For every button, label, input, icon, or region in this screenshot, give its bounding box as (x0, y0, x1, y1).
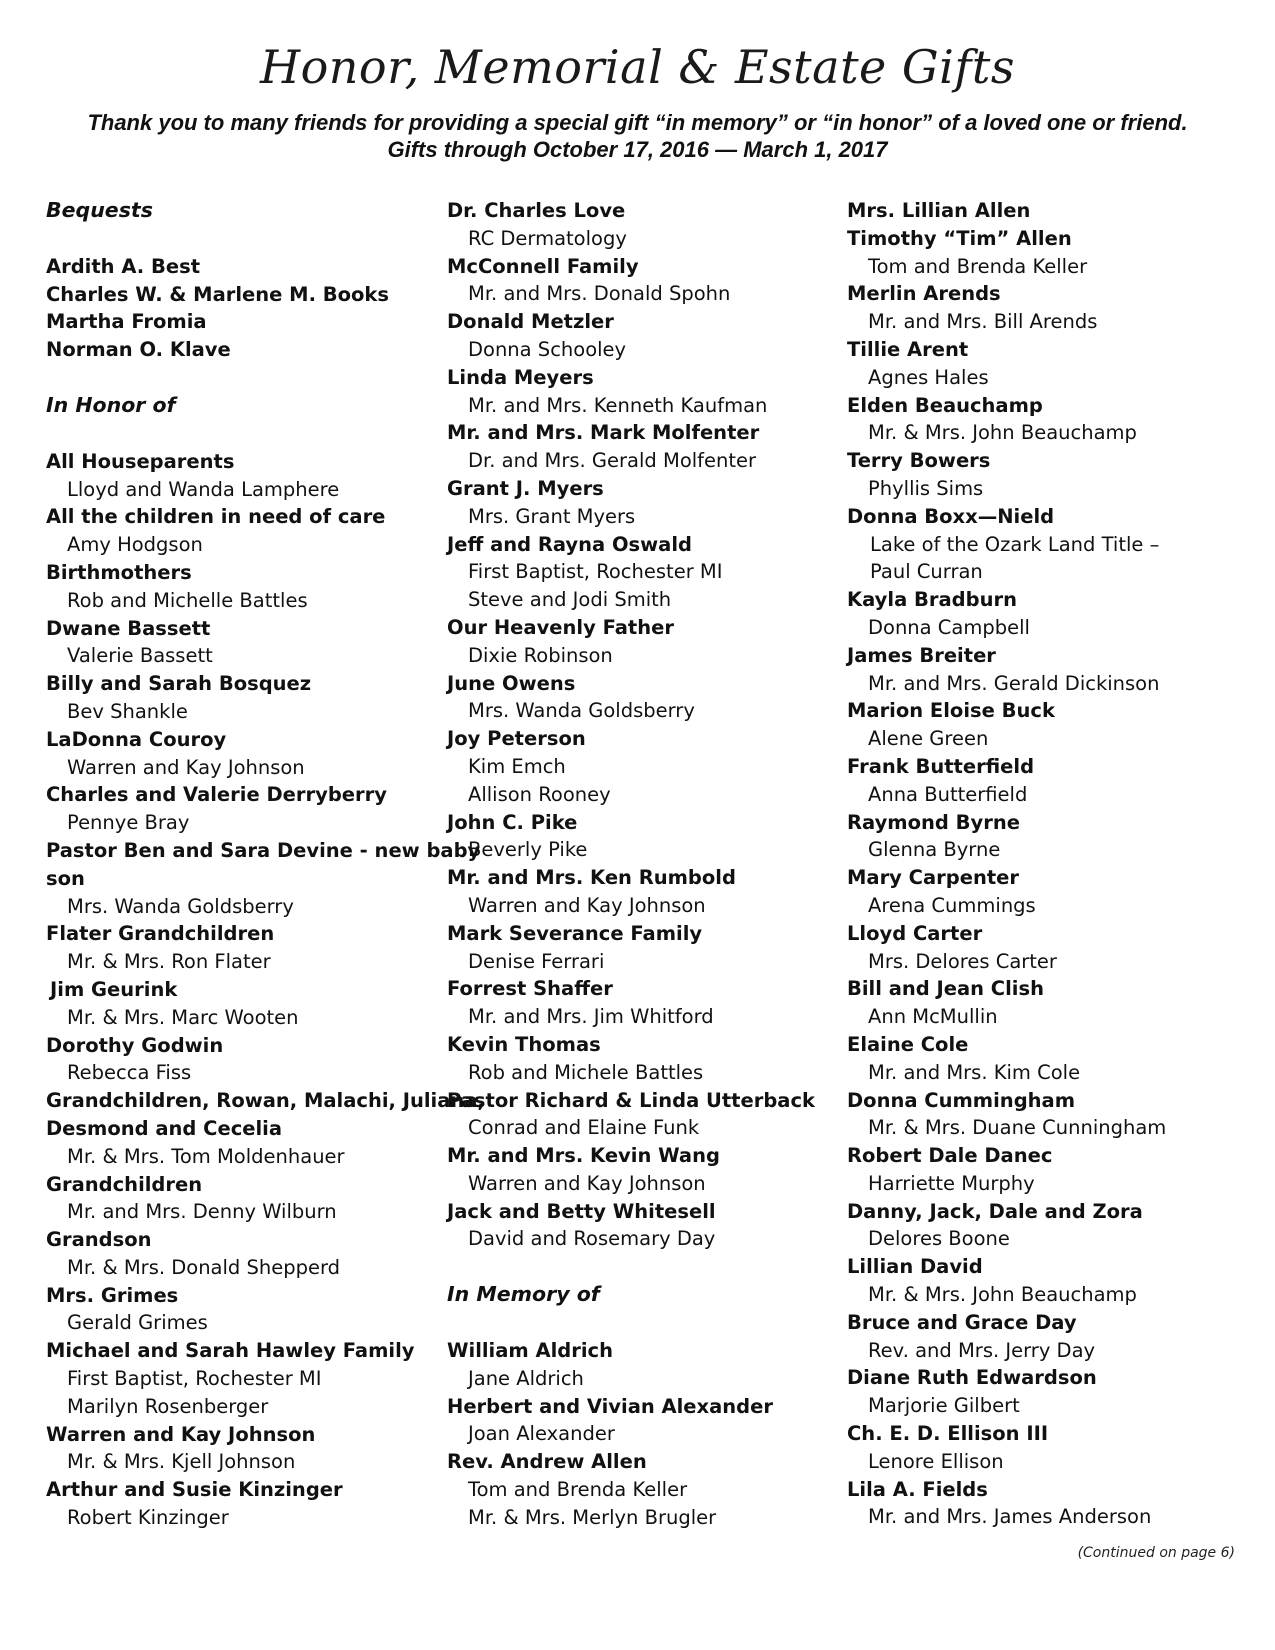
honoree-name: Arthur and Susie Kinzinger (46, 1478, 343, 1502)
honoree-name: Birthmothers (46, 560, 192, 584)
date-range-line: Gifts through October 17, 2016 — March 1, 2017 (387, 137, 888, 162)
honoree-name: Grant J. Myers (447, 476, 604, 500)
memorial-name: Donna Boxx—Nield (847, 504, 1055, 528)
honoree-name: John C. Pike (447, 810, 578, 834)
donor-name: Warren and Kay Johnson (468, 1171, 706, 1195)
memorial-name: Terry Bowers (847, 449, 991, 473)
donor-name: Kim Emch (468, 754, 566, 778)
donor-name: Mr. & Mrs. Donald Shepperd (67, 1255, 341, 1279)
donor-name: Rebecca Fiss (67, 1061, 192, 1085)
memorial-name: Kayla Bradburn (847, 588, 1017, 612)
donor-name: Steve and Jodi Smith (468, 588, 672, 612)
donor-name: Mr. & Mrs. Kjell Johnson (67, 1450, 296, 1474)
section-heading-in-honor: In Honor of (46, 392, 176, 417)
memorial-name: Merlin Arends (847, 282, 1001, 306)
donor-name: Conrad and Elaine Funk (468, 1116, 700, 1140)
donor-name: Beverly Pike (468, 838, 588, 862)
donor-name: Warren and Kay Johnson (67, 755, 305, 779)
donor-name: Paul Curran (870, 560, 983, 584)
memorial-name: James Breiter (847, 643, 996, 667)
donor-name: Mr. and Mrs. Denny Wilburn (67, 1200, 337, 1224)
donor-name: Warren and Kay Johnson (468, 893, 706, 917)
honoree-name: June Owens (447, 671, 576, 695)
memorial-name: Mrs. Lillian Allen (847, 199, 1031, 222)
memorial-name: Marion Eloise Buck (847, 699, 1055, 723)
memorial-name: Rev. Andrew Allen (447, 1450, 647, 1474)
honoree-name: Dorothy Godwin (46, 1033, 224, 1057)
donor-name: Rob and Michelle Battles (67, 588, 308, 612)
honoree-name: Grandchildren (46, 1172, 203, 1196)
donor-name: Allison Rooney (468, 782, 611, 806)
donor-name: Mr. and Mrs. Donald Spohn (468, 282, 731, 306)
donor-name: Marjorie Gilbert (868, 1394, 1020, 1418)
memorial-name: Bill and Jean Clish (847, 977, 1044, 1001)
memorial-name: Ch. E. D. Ellison III (847, 1422, 1049, 1446)
honoree-name: Dwane Bassett (46, 616, 211, 640)
donor-name: Pennye Bray (67, 811, 190, 835)
bequest-name: Charles W. & Marlene M. Books (46, 282, 390, 306)
donor-name: First Baptist, Rochester MI (468, 560, 723, 584)
donor-name: Robert Kinzinger (67, 1506, 229, 1530)
honoree-name: Pastor Richard & Linda Utterback (447, 1088, 815, 1112)
column-2 (447, 197, 837, 1532)
donor-name: Marilyn Rosenberger (67, 1394, 269, 1418)
donor-name: Ann McMullin (868, 1005, 998, 1029)
honoree-name: Warren and Kay Johnson (46, 1422, 316, 1446)
memorial-name: Lila A. Fields (847, 1477, 988, 1501)
donor-name: Mr. & Mrs. Merlyn Brugler (468, 1505, 717, 1529)
donor-name: Tom and Brenda Keller (468, 1478, 688, 1502)
donor-name: Mr. & Mrs. Marc Wooten (67, 1005, 299, 1029)
donor-name: Mr. and Mrs. James Anderson (868, 1505, 1152, 1529)
honoree-name: Our Heavenly Father (447, 615, 674, 639)
donor-name: Mr. & Mrs. Tom Moldenhauer (67, 1144, 345, 1168)
donor-name: Mr. and Mrs. Gerald Dickinson (868, 671, 1160, 695)
donor-name: Donna Schooley (468, 337, 627, 361)
donor-name: Rob and Michele Battles (468, 1060, 704, 1084)
honoree-name: Mr. and Mrs. Kevin Wang (447, 1144, 720, 1168)
honoree-name: Mark Severance Family (447, 921, 703, 945)
section-heading-in-memory: In Memory of (447, 1282, 600, 1307)
donor-name: Donna Campbell (868, 615, 1030, 639)
honoree-name: Mrs. Grimes (46, 1283, 179, 1307)
section-heading-bequests: Bequests (46, 198, 153, 222)
honoree-name-continued: Desmond and Cecelia (46, 1116, 282, 1140)
donor-name: Lenore Ellison (868, 1449, 1004, 1473)
donor-name: Gerald Grimes (67, 1311, 208, 1335)
donor-name: Mr. & Mrs. Ron Flater (67, 950, 271, 974)
bequest-name: Martha Fromia (46, 310, 207, 334)
donor-name: Amy Hodgson (67, 533, 203, 557)
memorial-name: Timothy “Tim” Allen (847, 226, 1072, 250)
honoree-name: Grandchildren, Rowan, Malachi, Juliana, (46, 1089, 485, 1113)
donor-name: RC Dermatology (468, 226, 627, 250)
column-3 (847, 197, 1237, 1531)
memorial-name: Robert Dale Danec (847, 1144, 1053, 1168)
donor-name: Glenna Byrne (868, 838, 1001, 862)
donor-name: Mrs. Wanda Goldsberry (468, 699, 695, 723)
memorial-name: Diane Ruth Edwardson (847, 1366, 1097, 1390)
donor-name: Rev. and Mrs. Jerry Day (868, 1338, 1096, 1362)
donor-name: Anna Butterfield (868, 782, 1028, 806)
honoree-name: Dr. Charles Love (447, 199, 626, 222)
donor-name: Mr. and Mrs. Jim Whitford (468, 1005, 714, 1029)
donor-name: Dixie Robinson (468, 643, 613, 667)
memorial-name: Herbert and Vivian Alexander (447, 1394, 773, 1418)
donor-name: Mr. & Mrs. Duane Cunningham (868, 1116, 1167, 1140)
donor-name: Denise Ferrari (468, 949, 605, 973)
memorial-name: Raymond Byrne (847, 810, 1020, 834)
honoree-name: Donald Metzler (447, 310, 614, 334)
page-title: Honor, Memorial & Estate Gifts (260, 40, 1015, 94)
honoree-name: Billy and Sarah Bosquez (46, 672, 312, 696)
memorial-name: Frank Butterfield (847, 754, 1035, 778)
donor-name: First Baptist, Rochester MI (67, 1367, 322, 1391)
honoree-name: Kevin Thomas (447, 1032, 601, 1056)
honoree-name: Jeff and Rayna Oswald (447, 532, 692, 556)
donor-name: Tom and Brenda Keller (868, 254, 1088, 278)
honoree-name: Joy Peterson (447, 727, 586, 751)
memorial-name: Elden Beauchamp (847, 393, 1043, 417)
donor-name: Mr. & Mrs. John Beauchamp (868, 421, 1137, 445)
memorial-name: Tillie Arent (847, 337, 969, 361)
donor-name: Mrs. Grant Myers (468, 504, 636, 528)
memorial-name: Lillian David (847, 1255, 983, 1279)
memorial-name: Mary Carpenter (847, 866, 1019, 890)
donor-name: Mrs. Wanda Goldsberry (67, 894, 294, 918)
donor-name: Jane Aldrich (468, 1366, 584, 1390)
memorial-name: Danny, Jack, Dale and Zora (847, 1199, 1143, 1223)
honoree-name: Mr. and Mrs. Mark Molfenter (447, 421, 760, 445)
donor-name: Alene Green (868, 727, 989, 751)
continued-note: (Continued on page 6) (1077, 1545, 1235, 1561)
honoree-name: LaDonna Couroy (46, 727, 227, 751)
thank-you-line: Thank you to many friends for providing a special gift “in memory” or “in honor” of a loved one or friend. (87, 110, 1188, 135)
donor-name: Mr. and Mrs. Bill Arends (868, 310, 1098, 334)
honoree-name: McConnell Family (447, 254, 639, 278)
honoree-name: Jack and Betty Whitesell (447, 1199, 716, 1223)
honoree-name: Mr. and Mrs. Ken Rumbold (447, 866, 736, 890)
memorial-name: Bruce and Grace Day (847, 1310, 1077, 1334)
honoree-name: Linda Meyers (447, 365, 594, 389)
memorial-name: William Aldrich (447, 1339, 613, 1363)
donor-name: Dr. and Mrs. Gerald Molfenter (468, 449, 757, 473)
honoree-name: Pastor Ben and Sara Devine - new baby (46, 838, 481, 862)
donor-name: Mr. & Mrs. John Beauchamp (868, 1283, 1137, 1307)
donor-name: Harriette Murphy (868, 1171, 1035, 1195)
honoree-name: Jim Geurink (50, 977, 178, 1001)
donor-name: Valerie Bassett (67, 644, 213, 668)
donor-name: Bev Shankle (67, 699, 188, 723)
donor-name: Delores Boone (868, 1227, 1010, 1251)
donor-name: David and Rosemary Day (468, 1227, 716, 1251)
donor-name: Phyllis Sims (868, 476, 984, 500)
donor-name: Arena Cummings (868, 893, 1036, 917)
donor-name: Lloyd and Wanda Lamphere (67, 477, 340, 501)
honoree-name: Flater Grandchildren (46, 922, 275, 946)
honoree-name: Forrest Shaffer (447, 977, 613, 1001)
honoree-name-continued: son (46, 866, 85, 890)
memorial-name: Lloyd Carter (847, 921, 983, 945)
column-1 (46, 197, 485, 1532)
memorial-name: Donna Cummingham (847, 1088, 1076, 1112)
donor-name: Mr. and Mrs. Kim Cole (868, 1060, 1081, 1084)
donor-name: Agnes Hales (868, 365, 989, 389)
memorial-name: Elaine Cole (847, 1032, 969, 1056)
honoree-name: All the children in need of care (46, 505, 386, 529)
donor-name: Lake of the Ozark Land Title – (870, 532, 1160, 556)
donor-name: Mrs. Delores Carter (868, 949, 1057, 973)
honoree-name: Grandson (46, 1228, 152, 1252)
honoree-name: Michael and Sarah Hawley Family (46, 1339, 415, 1363)
bequest-name: Ardith A. Best (46, 254, 201, 278)
bequest-name: Norman O. Klave (46, 338, 231, 362)
honoree-name: All Houseparents (46, 449, 235, 473)
donor-name: Mr. and Mrs. Kenneth Kaufman (468, 393, 768, 417)
honoree-name: Charles and Valerie Derryberry (46, 783, 387, 807)
donor-name: Joan Alexander (468, 1422, 615, 1446)
